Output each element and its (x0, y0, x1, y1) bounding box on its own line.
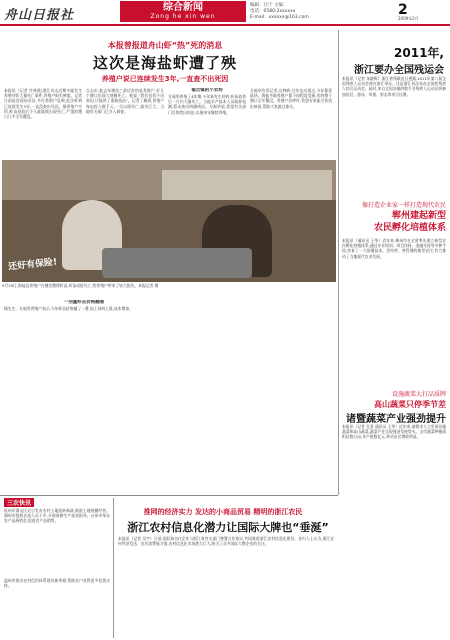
newspaper-logo: 舟山日报社 (4, 8, 75, 23)
shrimp-kicker: 本报曾报道舟山虾“热”死的消息 (107, 41, 223, 50)
shrimp-col-1 (4, 88, 82, 158)
briefs-body-2 (4, 578, 110, 636)
farm-body-text: 本报讯（通讯员 王华）近年来,郸州市在全省率先建立新型农民孵化培植体系,通过专业培训、项目扶持、金融支持等多种手段,培育了一大批懂技术、会经营、善管理的新型农民,有力推动了当地现代农业发展。 (342, 238, 446, 259)
section-pinyin: Zong he xin wen (150, 13, 216, 20)
rural-headline: 浙江农村信息化潜力让国际大牌也“垂涎” (127, 521, 329, 534)
rural-kicker: 推网的经济实力 发达的小商品贸易 精明的浙江农民 (143, 508, 303, 516)
photo-sign-text: 还好有保险! (7, 257, 58, 273)
meta-line: 电话：0580-2xxxxxx (250, 9, 296, 14)
veg-kicker: 设施蔬菜大打品质牌 (391, 391, 446, 398)
rural-body-text: 本报讯（记者 吴宇）日前,国际知名IT企业与浙江省有关部门签署合作协议,共同推进浙江农村信息化建设。业内人士认为,浙江农村经济发达、农民消费能力强,农村信息化市场潜力巨大,吸引了众多国际大牌企业的关注。 (118, 536, 334, 547)
briefs-items-text: 杭州市萧山区近日发布农村土地流转新政,鼓励土地规模经营。湖州市组织农技人员下乡,开展春耕生产技术指导。台州市举办农产品展销会,促进农产品销售。 (4, 508, 110, 524)
briefs-divider (113, 498, 114, 638)
section-banner (120, 1, 246, 22)
editor-meta (250, 3, 380, 21)
photo-tray (102, 248, 252, 278)
meta-line: E-mail：xxxxxx@163.com (250, 15, 309, 20)
farm-headline (338, 210, 446, 234)
farm-headline-2: 农民孵化培植体系 (373, 223, 446, 233)
veg-headline-1: 高山蔬菜只停季节差 (374, 400, 446, 409)
farm-kicker: 像打造企业家一样打造现代农民 (361, 202, 446, 209)
shrimp-col-3 (168, 88, 246, 158)
shrimp-col-4 (250, 88, 332, 158)
shrimp-col-4-text: 方福华告诉记者,这种病,往年也出现过,今年蔓延最快。海盐多地养殖户都不同程度受损,有的整个塘口全军覆没。养殖户们呼吁,希望专家能尽快找出病因,帮助大家渡过难关。 (250, 88, 332, 109)
farm-headline-1: 郸州建起新型 (391, 211, 446, 221)
page-date: 2009年2月 (398, 16, 419, 21)
congress-headline: 浙江要办全国残运会 (354, 65, 444, 76)
shrimp-col-2-text: 点去年,他去年塘死亡最厉害的是养殖户,好几个塘口出现大规模死亡。他说,“我们也找不出原因,只能停了重新放苗”。记者了解到,养殖户每亩投入数千元,一旦出现死亡,损失巨大。当地有关部门已介入调查。 (86, 88, 164, 114)
masthead (0, 0, 450, 24)
briefs-body-1 (4, 508, 110, 574)
section-title: 综合新闻 (163, 2, 203, 13)
page-number: 2 (398, 2, 408, 18)
photo-caption: 5月29日,海盐县养殖户在塘边整理虾苗,虾苗成批死亡,给养殖户带来了较大损失。本报记者 摄 (2, 283, 159, 288)
shrimp-col-3-subtitle: 福吉镇的小农场 (191, 88, 223, 93)
shrimp-col-2 (86, 88, 164, 158)
congress-year: 2011年, (394, 46, 444, 60)
shrimp-col-3-text: 方福华养殖了4年塘,今年新发生虾病,虾苗放养后一月内大量死亡。当地水产技术人员取样检测,暂未查出明确病因。方福华说,希望有关部门尽快给出结论,以便来年继续养殖。 (168, 94, 246, 115)
shrimp-continued-text: 顾先生、方福等养殖户表示,今年虾苗价格翻了一番,加上饲料上涨,成本增加。 (4, 306, 133, 311)
rural-body (118, 536, 334, 636)
shrimp-col-1-text: 本报讯（记者 许林欣)浙江舟山近期多地发生养殖对虾大量死亡事件,养殖户损失惨重。记者日前赶赴现场采访,多位养殖户反映,此次虾病已连续发生3年,一直没查出死因。据养殖户介绍,虾苗投放后不久就陆续出现死亡,严重的塘口几乎全军覆没。 (4, 88, 82, 120)
farm-body (342, 238, 446, 384)
masthead-rule (0, 24, 450, 26)
bottom-divider (0, 495, 338, 496)
meta-line: 编辑：汪宁 主编： (250, 3, 288, 8)
veg-body (342, 424, 446, 634)
shrimp-col-1-subtitle: 一剂量虾苗价格翻番 (63, 300, 105, 305)
congress-body-text: 本报讯（记者 朱晓晖）浙江省残联近日透露,2011年第八届全国残疾人运动会将在浙江举办。这是浙江首次承办全国性残疾人综合运动会。届时,来自全国各地的数千名残疾人运动员将参加田径、游泳、举重、射击等项目比赛。 (342, 76, 446, 97)
briefs-items2-text: 温州市推出农村信用体系建设新举措,帮助农户获得更多信贷支持。 (4, 578, 110, 589)
shrimp-headline: 这次是海盐虾遭了殃 (92, 54, 237, 72)
column-divider (338, 30, 339, 495)
briefs-label: 三农快讯 (4, 498, 34, 507)
congress-body (342, 76, 446, 184)
shrimp-continued (4, 300, 164, 450)
photo-awning (162, 170, 332, 200)
shrimp-photo (2, 160, 336, 282)
shrimp-subhead: 养殖户说已连续发生3年,一直查不出死因 (101, 75, 229, 83)
veg-body-text: 本报讯（记者 孔坚 通讯员 王华）近年来,诸暨市大力发展设施蔬菜和高山蔬菜,蔬菜产业呈现强劲发展势头。全市蔬菜种植面积达数万亩,年产值数亿元,带动农民增收明显。 (342, 424, 446, 440)
veg-headline-2: 诸暨蔬菜产业强劲提升 (346, 414, 446, 425)
